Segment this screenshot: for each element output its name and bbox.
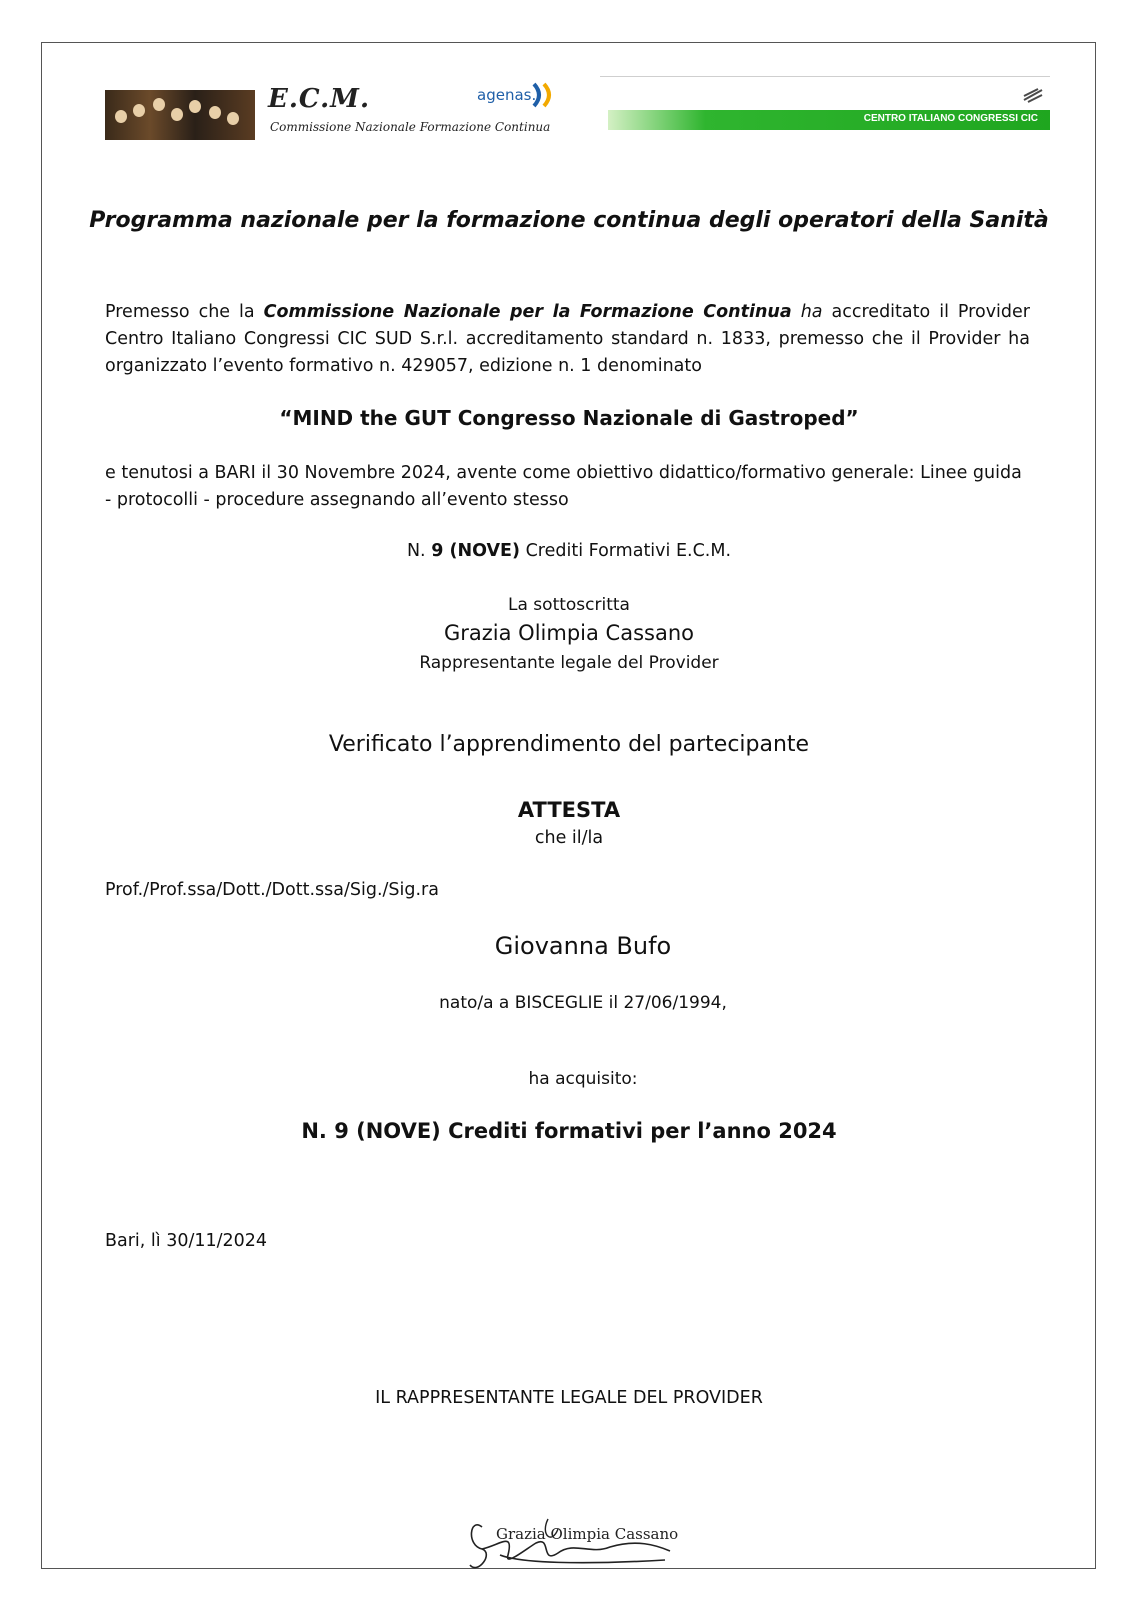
date-place: Bari, lì 30/11/2024 <box>105 1231 268 1251</box>
verified-text: Verificato l’apprendimento del partecipante <box>328 732 810 757</box>
attesta-heading: ATTESTA <box>517 798 621 822</box>
intro-paragraph <box>105 299 1030 380</box>
program-title: Programma nazionale per la formazione continua degli operatori della Sanità <box>89 208 1049 233</box>
credits-prefix: N. <box>406 541 432 561</box>
credits-words: (NOVE) <box>443 541 521 561</box>
final-credits: N. 9 (NOVE) Crediti formativi per l’anno 2024 <box>301 1119 837 1143</box>
agenas-logo-icon <box>530 80 560 110</box>
che-text: che il/la <box>534 828 604 848</box>
signatory-intro: La sottoscritta <box>508 595 630 615</box>
agenas-label: agenas. <box>477 86 537 104</box>
birth-info: nato/a a BISCEGLIE il 27/06/1994, <box>439 993 727 1013</box>
event-name: “MIND the GUT Congresso Nazionale di Gastroped” <box>279 406 859 430</box>
participant-name: Giovanna Bufo <box>494 932 672 960</box>
ecm-painting-image <box>105 90 255 140</box>
ecm-logo <box>105 78 565 142</box>
intro-text-2: ha <box>791 302 823 322</box>
intro-text-3: accreditato il Provider Centro Italiano Congressi CIC SUD S.r.l. accreditamento standard n. 1833, premesso che il Provider ha organizzato l’evento formativo n. 429057, edizione n. 1 denominato <box>105 302 1030 376</box>
signatory-role: Rappresentante legale del Provider <box>419 653 719 673</box>
ecm-title: E.C.M. <box>268 84 370 114</box>
cic-logo <box>600 76 1050 132</box>
acquired-text: ha acquisito: <box>528 1069 638 1089</box>
intro-text-1: Premesso che la <box>105 302 264 322</box>
cic-label: CENTRO ITALIANO CONGRESSI CIC <box>863 113 1038 124</box>
signature-print: Grazia Olimpia Cassano <box>496 1525 679 1543</box>
signatory-name: Grazia Olimpia Cassano <box>444 621 694 645</box>
objective-paragraph: e tenutosi a BARI il 30 Novembre 2024, avente come obiettivo didattico/formativo generale: Linee guida - protocolli - procedure assegnando all’evento stesso <box>105 463 1022 510</box>
credits-suffix: Crediti Formativi E.C.M. <box>520 541 732 561</box>
titles-line: Prof./Prof.ssa/Dott./Dott.ssa/Sig./Sig.ra <box>105 880 439 900</box>
cic-mark-icon <box>1022 86 1044 104</box>
legal-rep-label: IL RAPPRESENTANTE LEGALE DEL PROVIDER <box>375 1388 763 1408</box>
ecm-subtitle: Commissione Nazionale Formazione Continua <box>270 120 551 134</box>
credits-number: 9 <box>431 541 444 561</box>
ecm-credits-line <box>0 541 1138 561</box>
commission-name: Commissione Nazionale per la Formazione Continua <box>263 302 792 322</box>
signature-image <box>460 1505 700 1597</box>
